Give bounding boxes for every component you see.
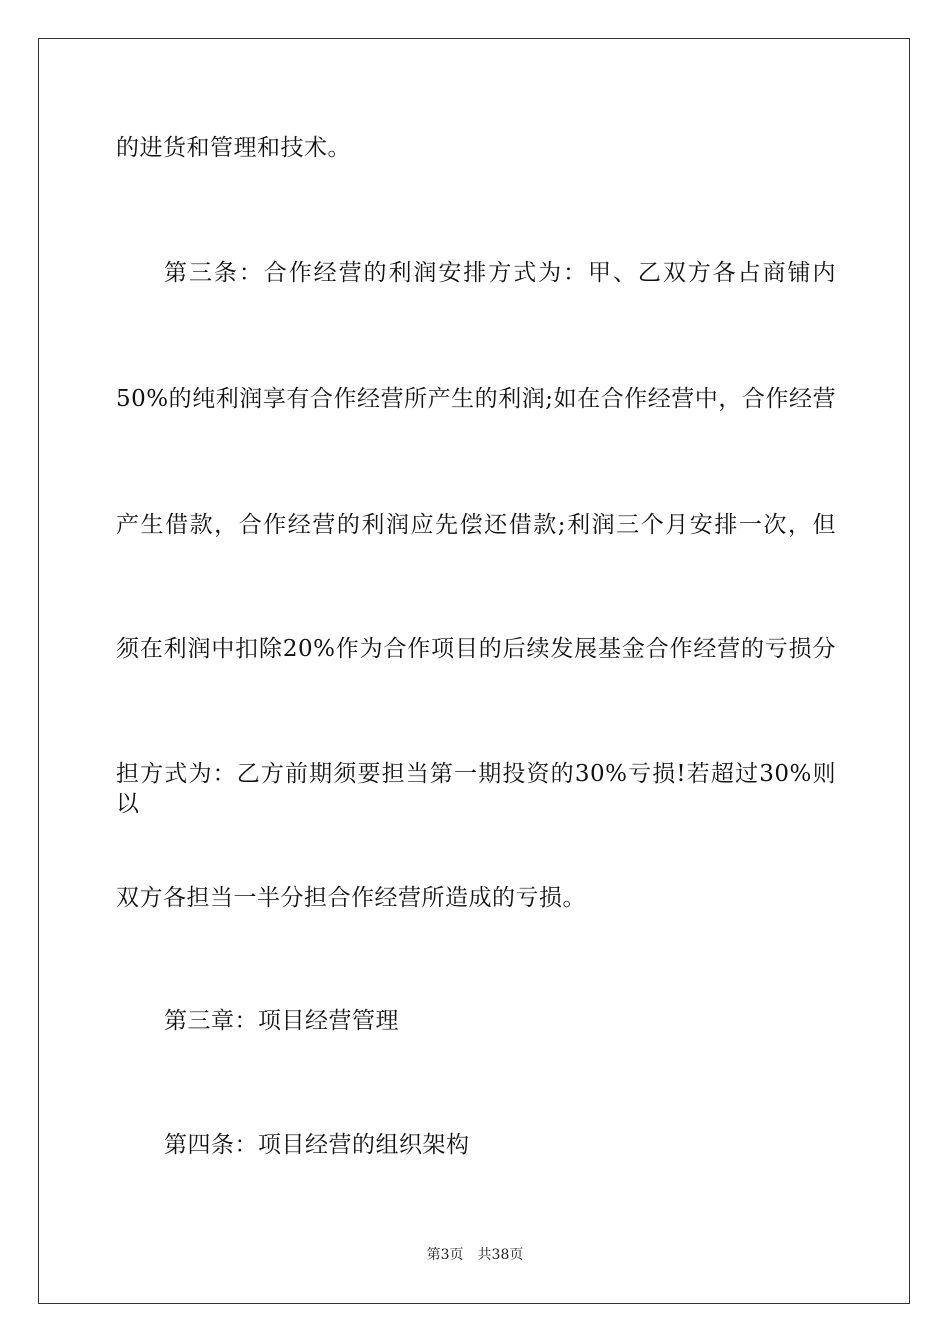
text-line-6: 担方式为：乙方前期须要担当第一期投资的30%亏损!若超过30%则以 [116,761,836,817]
text-line-article-3: 第三条：合作经营的利润安排方式为：甲、乙双方各占商铺内 [164,260,836,286]
page-total: 共38页 [477,1247,524,1263]
page-number: 第3页 [426,1247,464,1263]
text-line-5: 须在利润中扣除20%作为合作项目的后续发展基金合作经营的亏损分 [116,636,836,662]
page-border [38,38,910,1304]
text-line-1: 的进货和管理和技术。 [116,135,351,161]
chapter-3-heading: 第三章：项目经营管理 [164,1008,399,1034]
text-line-3: 50%的纯利润享有合作经营所产生的利润;如在合作经营中，合作经营 [116,386,836,412]
page-footer [0,1246,950,1264]
text-line-4: 产生借款，合作经营的利润应先偿还借款;利润三个月安排一次，但 [116,512,836,538]
article-4-heading: 第四条：项目经营的组织架构 [164,1132,470,1158]
text-line-7: 双方各担当一半分担合作经营所造成的亏损。 [116,885,586,911]
